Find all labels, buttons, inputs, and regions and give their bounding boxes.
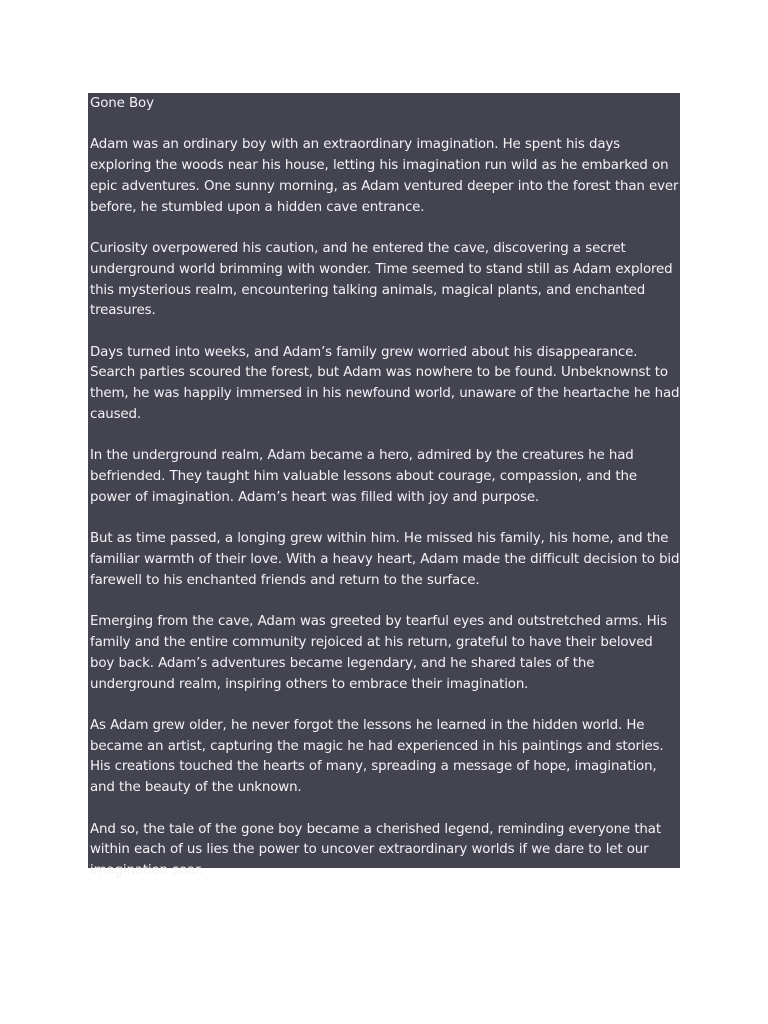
story-paragraph-4: In the underground realm, Adam became a hero, admired by the creatures he had befriended. They taught him valuable lessons about courage, compassion, and the power of imagination. Adam’s heart was filled with joy and purpose. (90, 448, 637, 505)
story-paragraph-2: Curiosity overpowered his caution, and he entered the cave, discovering a secret underground world brimming with wonder. Time seemed to stand still as Adam explored this mysterious realm, encountering talking animals, magical plants, and enchanted treasures. (90, 240, 673, 319)
story-text-block (88, 93, 680, 879)
story-paragraph-3: Days turned into weeks, and Adam’s family grew worried about his disappearance. Search parties scoured the forest, but Adam was nowhere to be found. Unbeknownst to them, he was happily immersed in his newfound world, unaware of the heartache he had caused. (90, 344, 680, 423)
story-paragraph-7: As Adam grew older, he never forgot the lessons he learned in the hidden world. He became an artist, capturing the magic he had experienced in his paintings and stories. His creations touched the hearts of many, spreading a message of hope, imagination, and the beauty of the unknown. (90, 717, 664, 796)
document-title: Gone Boy (90, 96, 154, 111)
story-paragraph-6: Emerging from the cave, Adam was greeted by tearful eyes and outstretched arms. His family and the entire community rejoiced at his return, grateful to have their beloved boy back. Adam’s adventures became legendary, and he shared tales of the underground realm, inspiring others to embrace their imagination. (90, 614, 667, 692)
story-paragraph-8: And so, the tale of the gone boy became a cherished legend, reminding everyone that within each of us lies the power to uncover extraordinary worlds if we dare to let our imagination soar. (90, 821, 661, 879)
story-paragraph-1: Adam was an ordinary boy with an extraordinary imagination. He spent his days exploring the woods near his house, letting his imagination run wild as he embarked on epic adventures. One sunny morning, as Adam ventured deeper into the forest than ever before, he stumbled upon a hidden cave entrance. (90, 137, 679, 215)
story-paragraph-5: But as time passed, a longing grew within him. He missed his family, his home, and the familiar warmth of their love. With a heavy heart, Adam made the difficult decision to bid farewell to his enchanted friends and return to the surface. (90, 531, 680, 588)
